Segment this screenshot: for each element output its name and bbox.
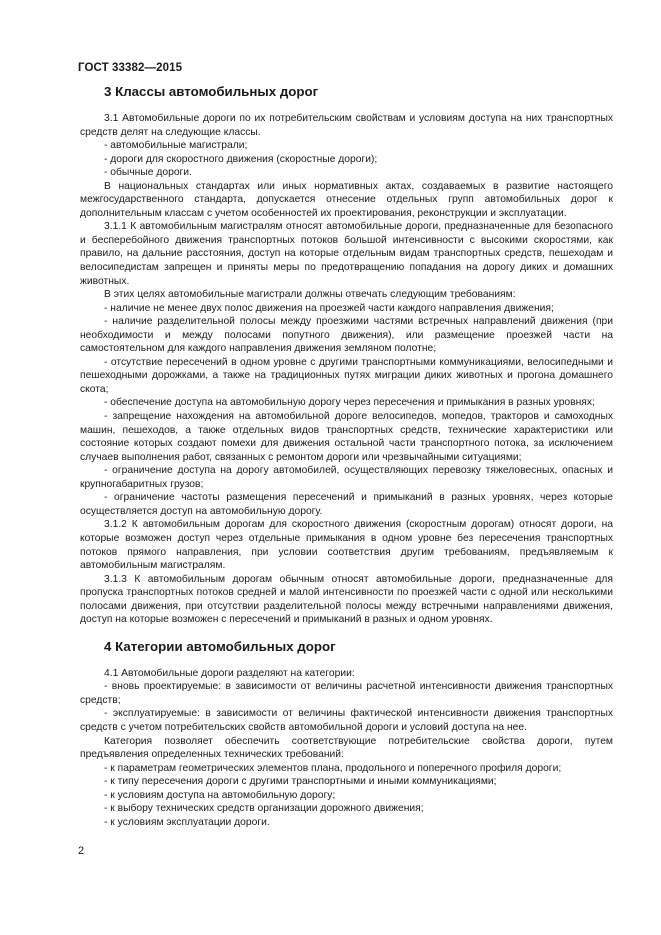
paragraph: 3.1.2 К автомобильным дорогам для скоростного движения (скоростным дорогам) относят дороги, на которые возможен доступ через отдельные примыкания в одном уровне без пересечения транспортных потоков прямого направления, при условии соответствия другим требованиям, предъявляемым к автомобильным магистралям. (80, 519, 613, 572)
list-item: - вновь проектируемые: в зависимости от величины расчетной интенсивности движения транспортных средств; (80, 681, 613, 706)
list-item: - к типу пересечения дороги с другими транспортными и иными коммуникациями; (104, 776, 497, 788)
paragraph: Категория позволяет обеспечить соответствующие потребительские свойства дороги, путем предъявления определенных технических требований: (80, 735, 613, 761)
list-item: - к параметрам геометрических элементов плана, продольного и поперечного профиля дороги; (104, 762, 562, 774)
document-header: ГОСТ 33382—2015 (78, 62, 183, 74)
page-number: 2 (78, 845, 85, 857)
list-item: - отсутствие пересечений в одном уровне с другими транспортными коммуникациями, велосипедными и пешеходными дорожками, а также на традиционных путях миграции диких животных и прогона домашнего скота; (80, 356, 613, 395)
list-item: - к условиям эксплуатации дороги. (104, 816, 270, 828)
paragraph: 3.1.1 К автомобильным магистралям относят автомобильные дороги, предназначенные для безопасного и бесперебойного движения транспортных потоков большой интенсивности с высокими скоростями, как правило, на дальние расстояния, доступ на которые отдельным видам транспортных средств, пешеходам и велосипедистам запрещен и приняты меры по предотвращению попадания на дорогу диких и домашних животных. (80, 221, 613, 287)
list-item: - к выбору технических средств организации дорожного движения; (104, 803, 424, 815)
paragraph: 4.1 Автомобильные дороги разделяют на категории: (104, 667, 355, 679)
list-item: - наличие разделительной полосы между проезжими частями встречных направлений движения (при необходимости и между полосами попутного движения), или размещение проезжей части на самостоятельном для каждого направления движения земляном полотне; (80, 316, 613, 355)
list-item: - ограничение частоты размещения пересечений и примыканий в разных уровнях, через которые осуществляется доступ на автомобильную дорогу. (80, 492, 613, 517)
list-item: - дороги для скоростного движения (скоростные дороги); (104, 153, 378, 165)
list-item: - обычные дороги. (104, 167, 192, 179)
list-item: - наличие не менее двух полос движения на проезжей части каждого направления движения; (104, 302, 554, 314)
list-item: - запрещение нахождения на автомобильной дороге велосипедов, мопедов, тракторов и самоходных машин, пешеходов, а также отдельных видов транспортных средств, технические характеристики или состояние которых создают помехи для движения остальной части транспортного потока, за исключением случаев выполнения работ, связанных с ремонтом дороги или чрезвычайными ситуациями; (80, 411, 613, 463)
list-item: - к условиям доступа на автомобильную дорогу; (104, 789, 336, 801)
paragraph: В этих целях автомобильные магистрали должны отвечать следующим требованиям: (104, 289, 516, 301)
paragraph: В национальных стандартах или иных нормативных актах, создаваемых в развитие настоящего межгосударственного стандарта, допускается отнесение отдельных групп автомобильных дорог к дополнительным классам с учетом особенностей их проектирования, реконструкции и эксплуатации. (80, 180, 613, 219)
paragraph: 3.1 Автомобильные дороги по их потребительским свойствам и условиям доступа на них транспортных средств делят на следующие классы. (80, 113, 613, 138)
list-item: - ограничение доступа на дорогу автомобилей, осуществляющих перевозку тяжеловесных, опасных и крупногабаритных грузов; (80, 465, 613, 490)
page-content (80, 84, 613, 829)
list-item: - автомобильные магистрали; (104, 140, 248, 152)
section-3-title: 3 Классы автомобильных дорог (104, 84, 319, 99)
section-4-title: 4 Категории автомобильных дорог (104, 638, 336, 654)
list-item: - эксплуатируемые: в зависимости от величины фактической интенсивности движения транспортных средств с учетом потребительских свойств автомобильной дороги и условий доступа на нее. (80, 708, 613, 733)
section-3-body (80, 112, 613, 627)
list-item: - обеспечение доступа на автомобильную дорогу через пересечения и примыкания в разных уровнях; (104, 397, 595, 409)
paragraph: 3.1.3 К автомобильным дорогам обычным относят автомобильные дороги, предназначенные для пропуска транспортных потоков средней и малой интенсивности по проезжей части с одной или несколькими полосами движения, при отсутствии разделительной полосы между встречными направлениями движения, доступ на которые возможен с пересечений и примыканий в разных и одном уровнях. (80, 573, 613, 626)
section-4-body (80, 667, 613, 830)
